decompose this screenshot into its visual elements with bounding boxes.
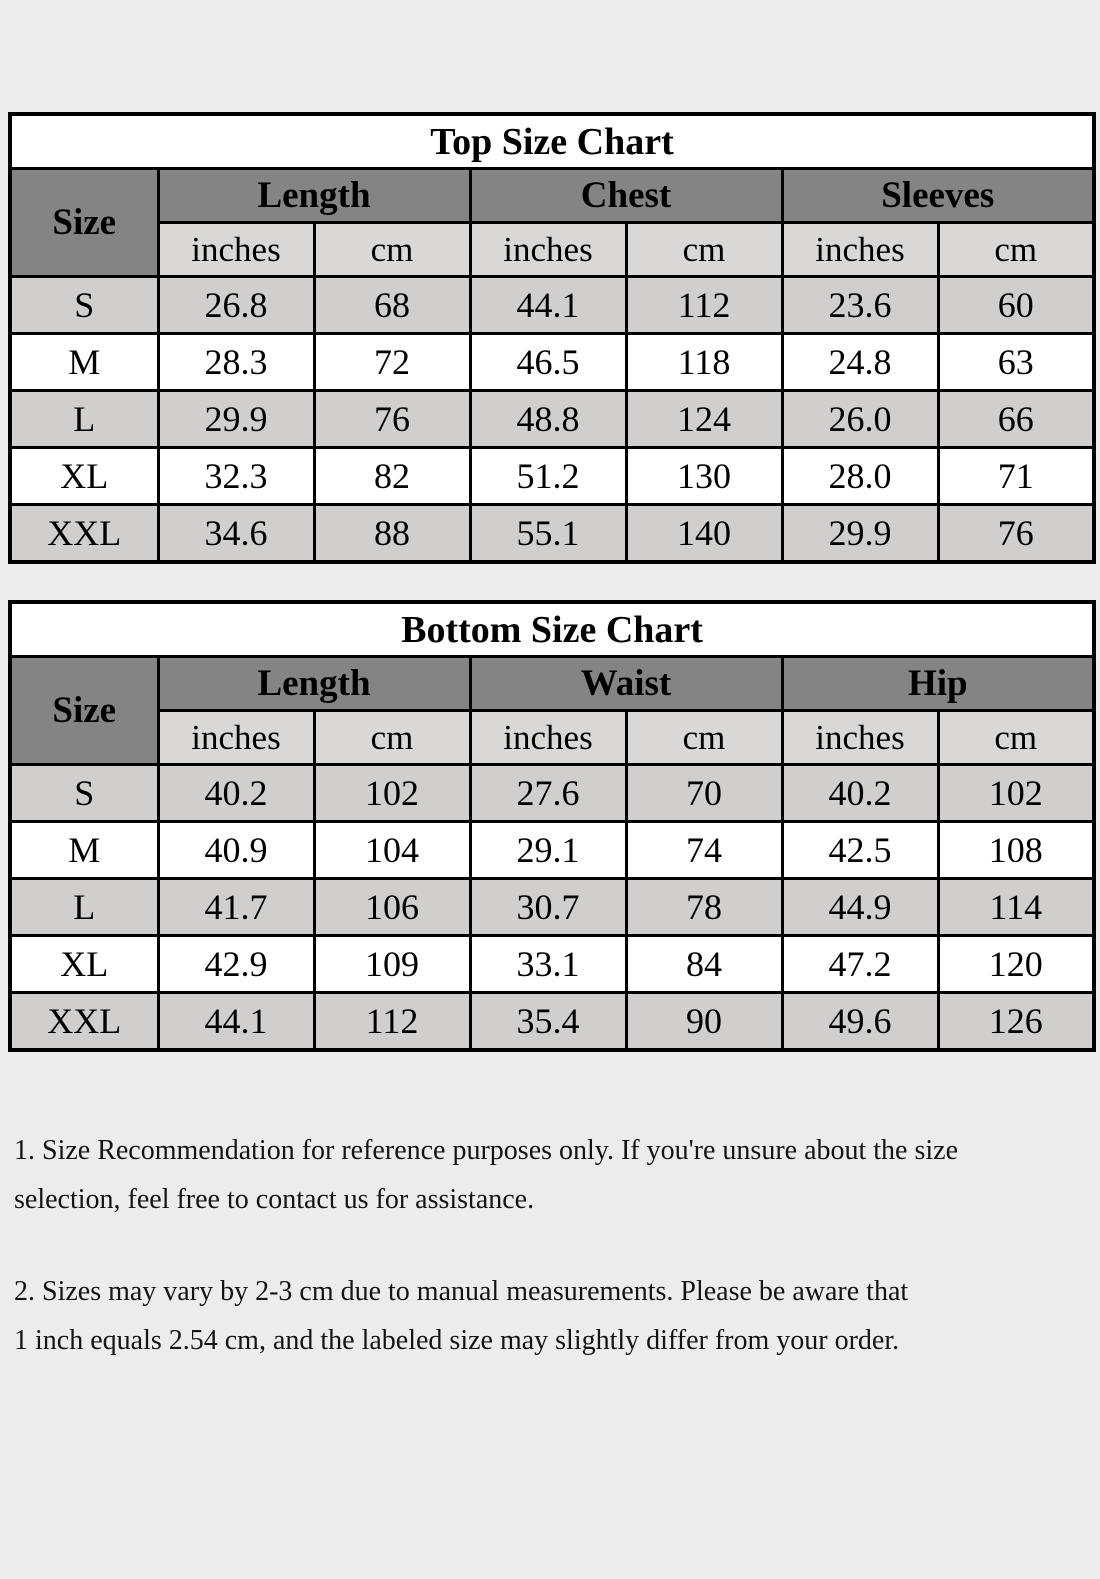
size-column-header: Size <box>10 657 158 765</box>
group-header-hip: Hip <box>782 657 1094 711</box>
value-cell: 47.2 <box>782 936 938 993</box>
value-cell: 112 <box>314 993 470 1051</box>
value-cell: 34.6 <box>158 505 314 563</box>
unit-header-inches: inches <box>782 711 938 765</box>
unit-header-inches: inches <box>470 711 626 765</box>
value-cell: 28.3 <box>158 334 314 391</box>
table-row <box>10 391 1094 448</box>
value-cell: 26.8 <box>158 277 314 334</box>
table-row <box>10 879 1094 936</box>
unit-header-cm: cm <box>938 223 1094 277</box>
value-cell: 106 <box>314 879 470 936</box>
value-cell: 35.4 <box>470 993 626 1051</box>
bottom-chart-title: Bottom Size Chart <box>10 602 1094 657</box>
value-cell: 140 <box>626 505 782 563</box>
unit-header-cm: cm <box>314 711 470 765</box>
table-row <box>10 169 1094 223</box>
value-cell: 44.9 <box>782 879 938 936</box>
value-cell: 44.1 <box>158 993 314 1051</box>
unit-header-inches: inches <box>158 223 314 277</box>
value-cell: 130 <box>626 448 782 505</box>
table-row <box>10 505 1094 563</box>
value-cell: 109 <box>314 936 470 993</box>
value-cell: 44.1 <box>470 277 626 334</box>
table-row <box>10 822 1094 879</box>
value-cell: 63 <box>938 334 1094 391</box>
size-cell: L <box>10 391 158 448</box>
value-cell: 60 <box>938 277 1094 334</box>
size-cell: L <box>10 879 158 936</box>
value-cell: 68 <box>314 277 470 334</box>
table-row <box>10 936 1094 993</box>
value-cell: 104 <box>314 822 470 879</box>
unit-header-inches: inches <box>158 711 314 765</box>
value-cell: 32.3 <box>158 448 314 505</box>
note-1-line-1: 1. Size Recommendation for reference purposes only. If you're unsure about the size <box>14 1135 959 1166</box>
value-cell: 71 <box>938 448 1094 505</box>
value-cell: 28.0 <box>782 448 938 505</box>
size-cell: M <box>10 334 158 391</box>
value-cell: 40.2 <box>158 765 314 822</box>
table-row <box>10 602 1094 657</box>
table-row <box>10 711 1094 765</box>
group-header-waist: Waist <box>470 657 782 711</box>
size-cell: XXL <box>10 993 158 1051</box>
table-row <box>10 993 1094 1051</box>
size-column-header: Size <box>10 169 158 277</box>
value-cell: 23.6 <box>782 277 938 334</box>
note-2-line-1: 2. Sizes may vary by 2-3 cm due to manual measurements. Please be aware that <box>14 1276 909 1307</box>
value-cell: 90 <box>626 993 782 1051</box>
value-cell: 26.0 <box>782 391 938 448</box>
table-row <box>10 114 1094 169</box>
value-cell: 41.7 <box>158 879 314 936</box>
value-cell: 40.9 <box>158 822 314 879</box>
group-header-length: Length <box>158 657 470 711</box>
value-cell: 84 <box>626 936 782 993</box>
value-cell: 102 <box>938 765 1094 822</box>
table-row <box>10 334 1094 391</box>
value-cell: 29.9 <box>158 391 314 448</box>
unit-header-inches: inches <box>470 223 626 277</box>
unit-header-inches: inches <box>782 223 938 277</box>
group-header-chest: Chest <box>470 169 782 223</box>
note-2-line-2: 1 inch equals 2.54 cm, and the labeled size may slightly differ from your order. <box>14 1325 900 1356</box>
value-cell: 48.8 <box>470 391 626 448</box>
value-cell: 55.1 <box>470 505 626 563</box>
size-cell: M <box>10 822 158 879</box>
size-cell: XXL <box>10 505 158 563</box>
value-cell: 76 <box>314 391 470 448</box>
table-row <box>10 765 1094 822</box>
value-cell: 112 <box>626 277 782 334</box>
value-cell: 29.1 <box>470 822 626 879</box>
value-cell: 118 <box>626 334 782 391</box>
value-cell: 27.6 <box>470 765 626 822</box>
value-cell: 88 <box>314 505 470 563</box>
size-cell: XL <box>10 448 158 505</box>
note-2 <box>14 1267 1100 1365</box>
size-cell: S <box>10 277 158 334</box>
value-cell: 126 <box>938 993 1094 1051</box>
unit-header-cm: cm <box>626 223 782 277</box>
value-cell: 51.2 <box>470 448 626 505</box>
value-cell: 114 <box>938 879 1094 936</box>
size-cell: S <box>10 765 158 822</box>
value-cell: 24.8 <box>782 334 938 391</box>
value-cell: 76 <box>938 505 1094 563</box>
value-cell: 29.9 <box>782 505 938 563</box>
value-cell: 120 <box>938 936 1094 993</box>
table-row <box>10 448 1094 505</box>
value-cell: 42.9 <box>158 936 314 993</box>
note-1 <box>14 1126 1100 1224</box>
group-header-sleeves: Sleeves <box>782 169 1094 223</box>
unit-header-cm: cm <box>626 711 782 765</box>
table-row <box>10 223 1094 277</box>
value-cell: 108 <box>938 822 1094 879</box>
unit-header-cm: cm <box>938 711 1094 765</box>
value-cell: 82 <box>314 448 470 505</box>
value-cell: 124 <box>626 391 782 448</box>
value-cell: 70 <box>626 765 782 822</box>
value-cell: 49.6 <box>782 993 938 1051</box>
value-cell: 102 <box>314 765 470 822</box>
value-cell: 42.5 <box>782 822 938 879</box>
top-size-chart-table <box>8 112 1096 564</box>
value-cell: 33.1 <box>470 936 626 993</box>
note-1-line-2: selection, feel free to contact us for assistance. <box>14 1184 535 1215</box>
value-cell: 40.2 <box>782 765 938 822</box>
footer-notes <box>14 1126 1100 1365</box>
top-chart-title: Top Size Chart <box>10 114 1094 169</box>
value-cell: 74 <box>626 822 782 879</box>
group-header-length: Length <box>158 169 470 223</box>
value-cell: 78 <box>626 879 782 936</box>
value-cell: 46.5 <box>470 334 626 391</box>
table-row <box>10 657 1094 711</box>
table-row <box>10 277 1094 334</box>
value-cell: 72 <box>314 334 470 391</box>
unit-header-cm: cm <box>314 223 470 277</box>
value-cell: 66 <box>938 391 1094 448</box>
bottom-size-chart-table <box>8 600 1096 1052</box>
value-cell: 30.7 <box>470 879 626 936</box>
size-cell: XL <box>10 936 158 993</box>
